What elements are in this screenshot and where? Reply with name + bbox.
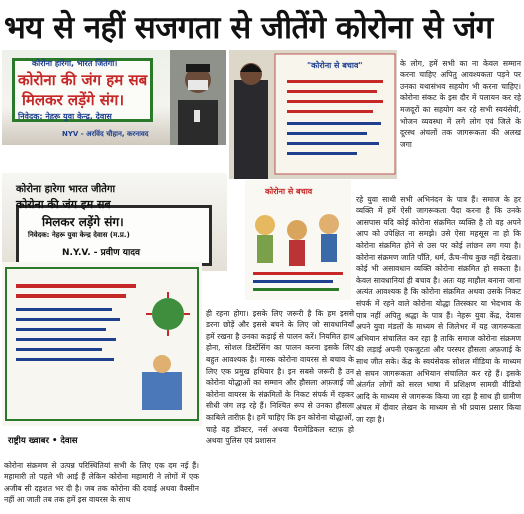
poster-line-4: निवेदक: नेहरू युवा केन्द्र, देवास xyxy=(18,112,112,121)
poster-title: "कोरोना से बचाव" xyxy=(307,61,363,70)
poster2-line-5: N.Y.V. - प्रवीण यादव xyxy=(62,248,141,258)
photo-wall-painting xyxy=(2,262,202,426)
wall-painting-scene xyxy=(2,262,202,426)
poster2-line-1: कोरोना हारेगा भारत जीतेगा xyxy=(16,184,116,195)
poster-line-3: मिलकर लड़ेंगे संग। xyxy=(22,91,125,109)
volunteer-figure xyxy=(170,50,226,145)
poster5-title: कोरोना से बचाव xyxy=(265,187,313,196)
photo-illustration-poster xyxy=(245,180,351,300)
illustration-scene xyxy=(245,180,351,300)
headline: भय से नहीं सजगता से जीतेंगे कोरोना से जंग xyxy=(4,10,493,46)
poster-line-1: कोरोना हारेगा, भारत जितेगा। xyxy=(32,59,118,68)
poster-line-5: NYV - अरविंद चौहान, करनावद xyxy=(62,130,149,138)
photo-volunteer-mask xyxy=(170,50,226,145)
poster2-line-4: निवेदक: नेहरू युवा केन्द्र देवास (म.प्र.) xyxy=(28,231,130,239)
article-text-bottom-left: कोरोना संक्रमण से उत्पन्न परिस्थितियां सभी के लिए एक दम नई हैं। महामारी तो पहले भी आई हैं लेकिन कोरोना महामारी ने लोगों में एक अजीब सी दहशत भर दी है। जब तक कोरोना की दवाई अथवा वैक्सीन नहीं आ जाती तब तक हमें इस वायरस के साथ xyxy=(4,460,199,505)
poster2-line-2: कोरोना की जंग हम सब xyxy=(16,198,111,211)
photo-wall-poster-1 xyxy=(2,50,170,145)
article-text-right-column: रहे युवा साथी सभी अभिनंदन के पात्र हैं। समाज के हर व्यक्ति में हमें ऐसी जागरूकता पैदा करना है कि उनके आसपास यदि कोई कोरोना संक्रमित व्यक्ति है तो वह अपने आप को उपेक्षित ना समझे। उसे ऐसा महसूस ना हो कि कोरोना संक्रमित होने से उस पर कोई लांछन लग गया है। कोरोना संक्रमण जाति पाँति, धर्म, ऊँच-नीच कुछ नहीं देखता। कोई भी असावधान व्यक्ति कोरोना संक्रमित हो सकता है। केवल सावधानियां ही बचाव है। अतः यह माहौल बनाना जाना अत्यंत आवश्यक है कि कोरोना संक्रमित अथवा उसके निकट संपर्क में रहने वाले कोरोना योद्धा तिरस्कार या भेदभाव के पात्र नहीं अपितु श्रद्धा के पात्र हैं। नेहरू युवा केंद्र, देवास अपने युवा मंडलों के माध्यम से जिलेभर में यह जागरूकता अभियान संचालित कर रहा है ताकि समाज कोरोना संक्रमण की लड़ाई अपनी एकजुटता और परस्पर हौसला अफ़जाई के साथ जीत सके। केंद्र के स्वयंसेवक सोशल मीडिया के माध्यम से सघन जागरूकता अभियान संचालित कर रहे हैं। इसके अंतर्गत लोगों को सरल भाषा में प्रशिक्षण सामग्री वीडियो आदि के माध्यम से जागरूक किया जा रहा है साथ ही ग्रामीण अंचल में दीवार लेखन के माध्यम से भी प्रयास प्रसार किया जा रहा है। xyxy=(356,194,522,424)
article-text-top-right: के लोग, हमें सभी का ना केवल सम्मान करना चाहिए अपितु आवश्यकता पड़ने पर उनका यथासंभव सहयोग भी करना चाहिए। कोरोना संकट के इस दौर में पलायन कर रहे मजदूरों का सहयोग कर रहे सभी स्वयंसेवी, भोजन व्यवस्था में लगे लोग एवं जिले के दूरस्थ अंचलों तक जागरूकता की अलख जगा xyxy=(400,58,521,149)
article-text-middle-column: ही रहना होगा। इसके लिए जरूरी है कि हम इससे डरना छोड़ें और इससे बचने के लिए जो सावधानियाँ हमें रखना है उनका कड़ाई से पालन करें। नियमित हाथ होना, सोशल डिस्टेंसिंग का पालन करना इसके लिए बहुत आवश्यक है। मास्क कोरोना वायरस से बचाव के लिए एक प्रमुख हथियार है। इन सबसे जरूरी है उन कोरोना योद्धाओं का सम्मान और हौसला अफ़जाई जो कोरोना वायरस के संक्रमितों के निकट संपर्क में रहकर सीधी जंग लड़ रहे हैं। निश्चित रूप से उनका हौसला काबिले तारीफ़ है। हमें चाहिए कि इन कोरोना योद्धाओं, चाहे वह डॉक्टर, नर्स अथवा पैरामेडिकल स्टाफ़ हो अथवा पुलिस एवं प्रशासन xyxy=(206,308,354,446)
photo-caption: राष्ट्रीय ख्वाबर • देवास xyxy=(8,436,78,446)
poster2-line-3: मिलकर लड़ेंगे संग। xyxy=(42,215,124,229)
photo-wall-poster-2 xyxy=(2,173,227,271)
photo-woman-poster xyxy=(229,50,397,179)
poster-line-2: कोरोना की जंग हम सब xyxy=(18,71,148,89)
